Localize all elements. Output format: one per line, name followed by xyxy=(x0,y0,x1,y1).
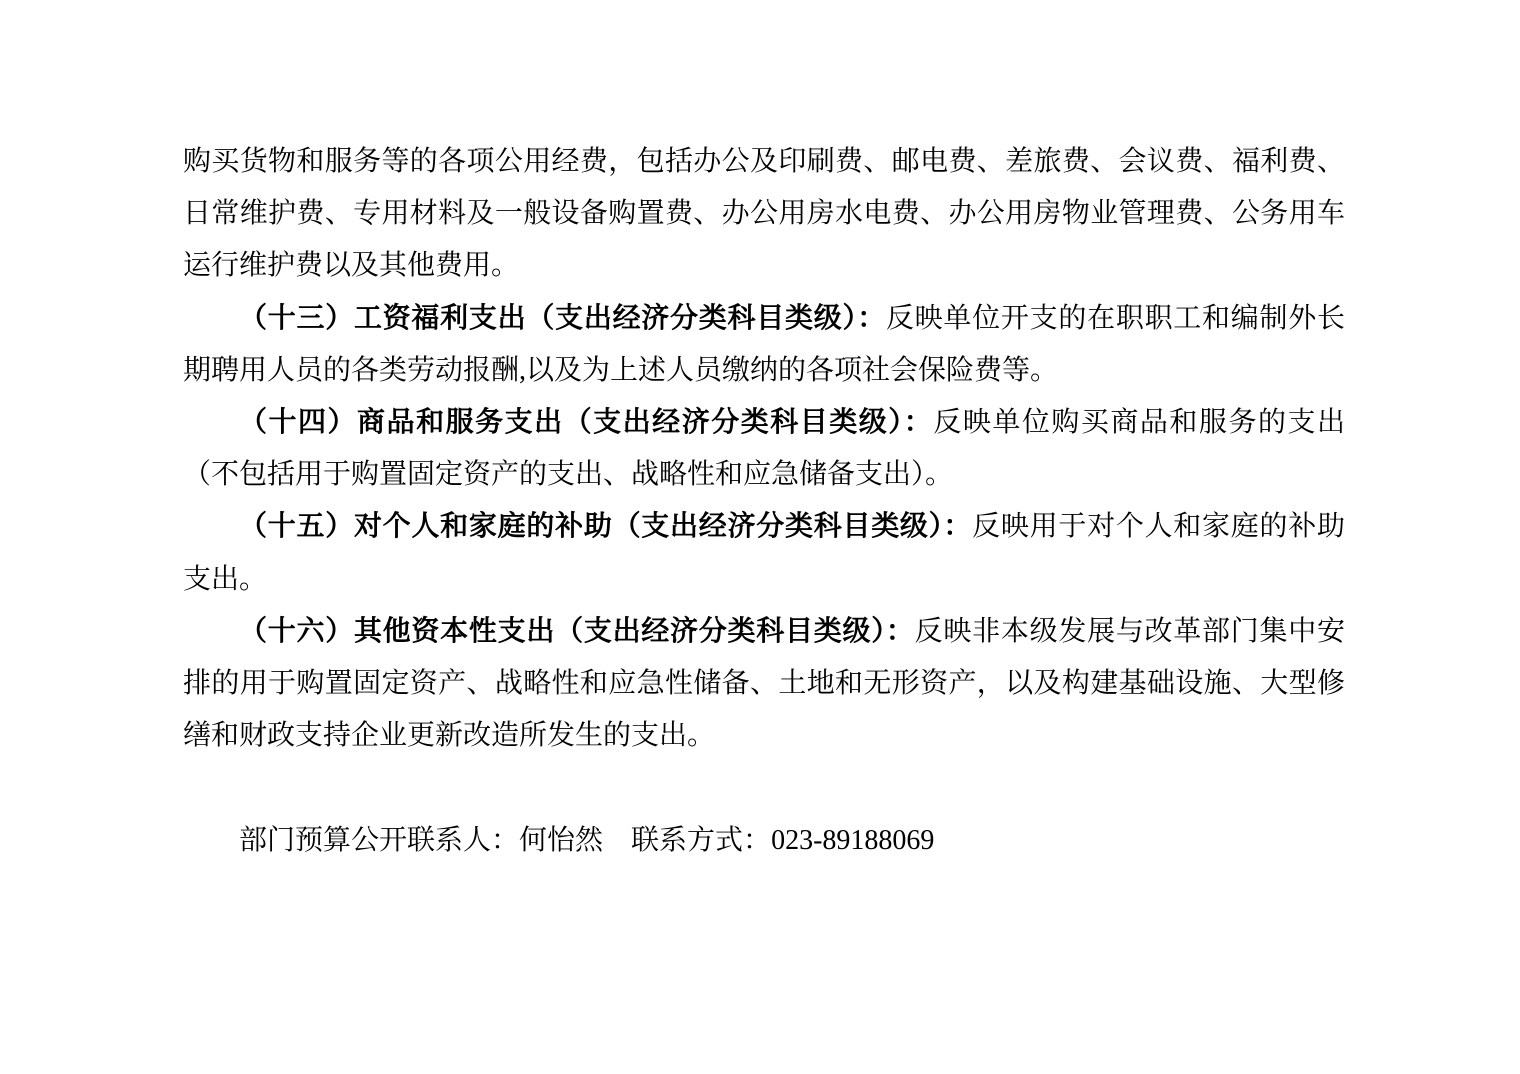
paragraph-public-funds-continuation xyxy=(183,136,1345,293)
contact-person-name: 何怡然 xyxy=(519,824,604,856)
contact-separator xyxy=(603,825,631,856)
contact-person-label: 部门预算公开联系人： xyxy=(239,824,520,856)
paragraph-body: 反映单位购买商品和服务的支出（不包括用于购置固定资产的支出、战略性和应急储备支出）。 xyxy=(183,407,1345,491)
contact-phone-label: 联系方式： xyxy=(631,824,772,856)
paragraph-body: 反映非本级发展与改革部门集中安排的用于购置固定资产、战略性和应急性储备、土地和无形资产，以及构建基础设施、大型修缮和财政支持企业更新改造所发生的支出。 xyxy=(183,615,1345,752)
paragraph-lead: （十三）工资福利支出（支出经济分类科目类级）： xyxy=(239,302,886,334)
paragraph-lead: （十六）其他资本性支出（支出经济分类科目类级）： xyxy=(239,615,915,647)
document-text-block xyxy=(183,136,1345,867)
paragraph-item-13 xyxy=(183,293,1345,397)
paragraph-item-16 xyxy=(183,606,1345,763)
paragraph-body: 反映单位开支的在职职工和编制外长期聘用人员的各类劳动报酬,以及为上述人员缴纳的各项社会保险费等。 xyxy=(183,302,1345,386)
paragraph-item-14 xyxy=(183,397,1345,501)
paragraph-item-15 xyxy=(183,501,1345,605)
paragraph-lead: （十五）对个人和家庭的补助（支出经济分类科目类级）： xyxy=(239,511,973,543)
contact-phone-number: 023-89188069 xyxy=(771,824,935,856)
paragraph-body: 反映用于对个人和家庭的补助支出。 xyxy=(183,511,1345,595)
paragraph-body: 购买货物和服务等的各项公用经费，包括办公及印刷费、邮电费、差旅费、会议费、福利费、日常维护费、专用材料及一般设备购置费、办公用房水电费、办公用房物业管理费、公务用车运行维护费以及其他费用。 xyxy=(183,146,1345,282)
contact-line xyxy=(183,815,1345,867)
paragraph-lead: （十四）商品和服务支出（支出经济分类科目类级）： xyxy=(239,407,934,439)
